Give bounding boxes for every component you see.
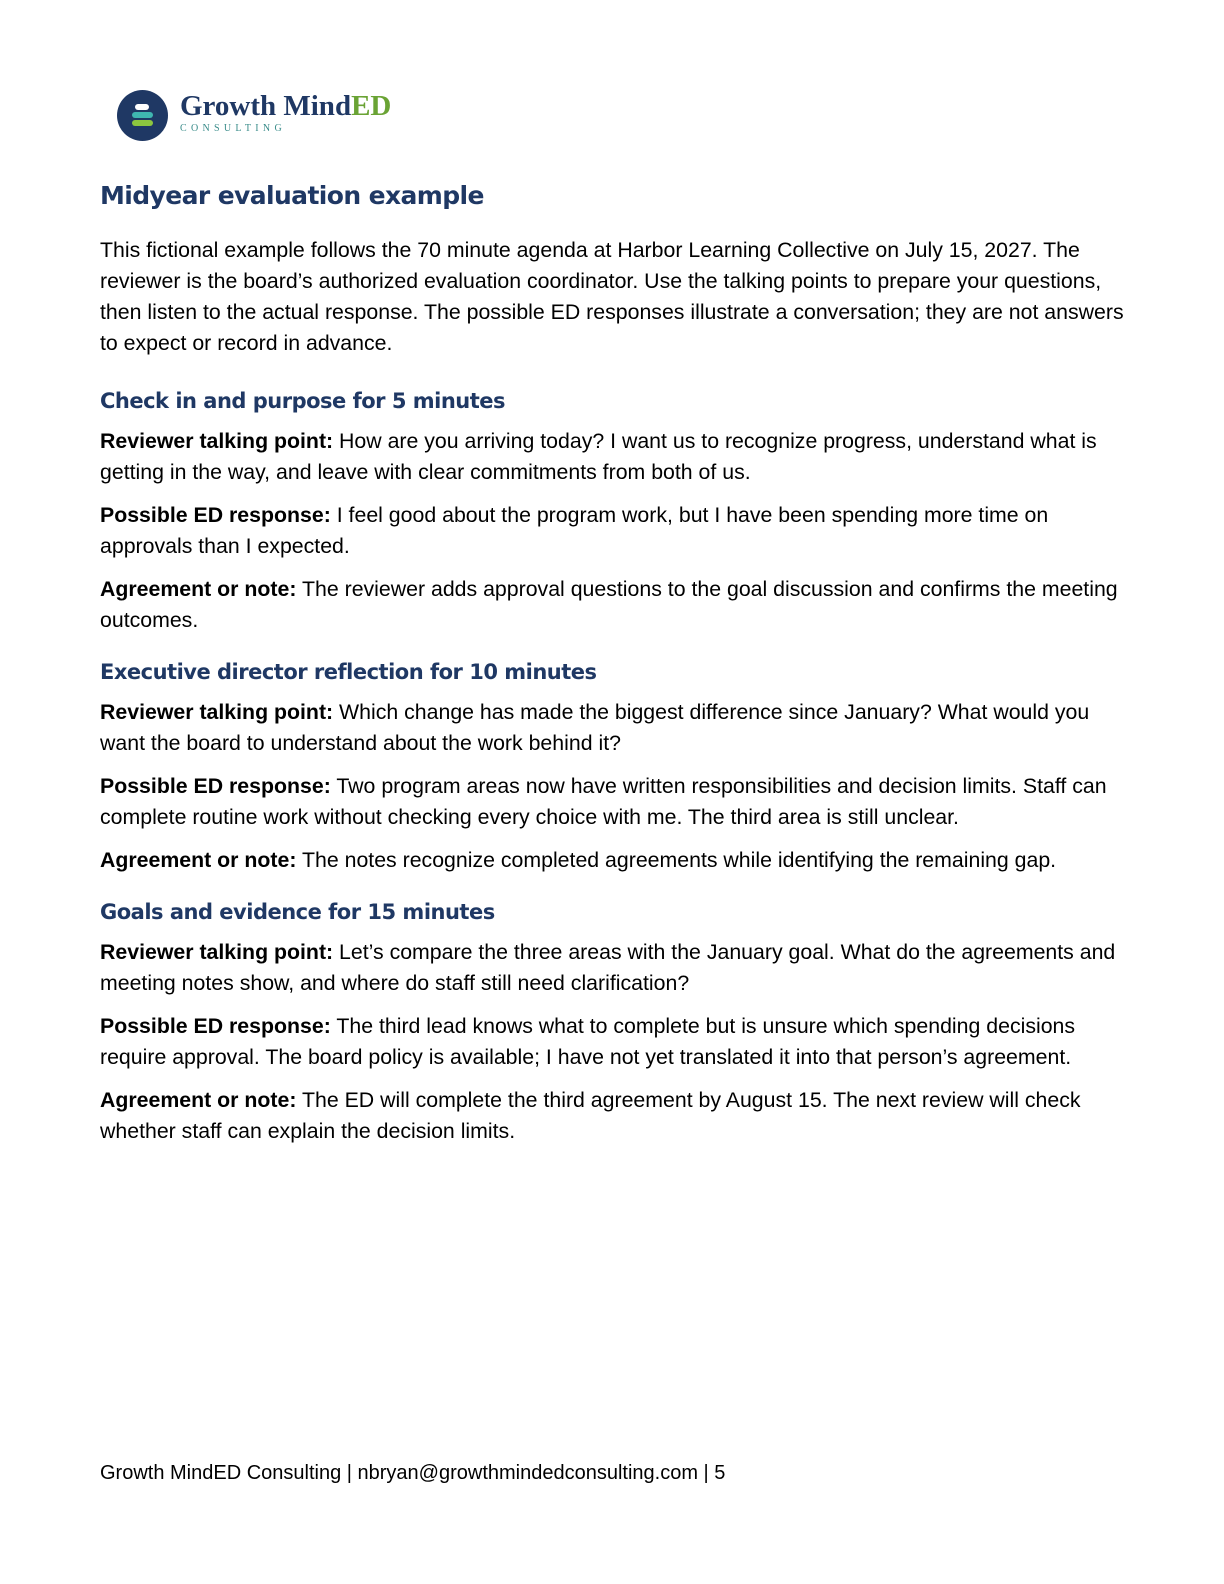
item-text: The notes recognize completed agreements while identifying the remaining gap.: [301, 848, 1057, 872]
item-text: How are you arriving today? I want us to recognize progress, understand what is getting in the way, and leave with clear commitments from both of us.: [100, 429, 1097, 484]
section-heading: Goals and evidence for 15 minutes: [100, 900, 495, 924]
item-label: Agreement or note:: [100, 1088, 297, 1112]
document-body: [100, 176, 1124, 1166]
company-logo: [117, 88, 391, 142]
item-text: Let’s compare the three areas with the January goal. What do the agreements and meeting notes show, and where do staff still need clarification?: [100, 940, 1116, 995]
possible-ed-response: [100, 500, 1124, 562]
item-label: Possible ED response:: [100, 503, 331, 527]
section-check-in: [100, 384, 1124, 636]
logo-mark-icon: [117, 90, 168, 141]
item-text: The ED will complete the third agreement by August 15. The next review will check whether staff can explain the decision limits.: [100, 1088, 1081, 1143]
logo-name-main: Growth Mind: [180, 90, 352, 122]
intro-paragraph: This fictional example follows the 70 minute agenda at Harbor Learning Collective on July 15, 2027. The reviewer is the board’s authorized evaluation coordinator. Use the talking points to prepare your questions, then listen to the actual response. The possible ED responses illustrate a conversation; they are not answers to expect or record in advance.: [100, 238, 1124, 355]
item-label: Reviewer talking point:: [100, 700, 334, 724]
section-heading: Executive director reflection for 10 minutes: [100, 660, 597, 684]
item-text: The third lead knows what to complete but is unsure which spending decisions require approval. The board policy is available; I have not yet translated it into that person’s agreement.: [100, 1014, 1076, 1069]
reviewer-talking-point: [100, 426, 1124, 488]
logo-bar-top: [135, 104, 149, 110]
item-label: Possible ED response:: [100, 774, 331, 798]
item-text: Which change has made the biggest difference since January? What would you want the board to understand about the work behind it?: [100, 700, 1090, 755]
page-footer: Growth MindED Consulting | nbryan@growthmindedconsulting.com | 5: [100, 1462, 726, 1484]
reviewer-talking-point: [100, 937, 1124, 999]
reviewer-talking-point: [100, 697, 1124, 759]
page-title: Midyear evaluation example: [100, 181, 484, 210]
section-goals-evidence: [100, 895, 1124, 1147]
section-ed-reflection: [100, 655, 1124, 876]
item-label: Agreement or note:: [100, 848, 297, 872]
item-text: The reviewer adds approval questions to the goal discussion and confirms the meeting outcomes.: [100, 577, 1118, 632]
item-text: Two program areas now have written responsibilities and decision limits. Staff can complete routine work without checking every choice with me. The third area is still unclear.: [100, 774, 1107, 829]
agreement-note: [100, 1085, 1124, 1147]
logo-text: [180, 91, 391, 135]
logo-tagline: CONSULTING: [180, 123, 286, 134]
item-label: Reviewer talking point:: [100, 940, 334, 964]
possible-ed-response: [100, 771, 1124, 833]
logo-name-accent: ED: [351, 90, 392, 122]
agreement-note: [100, 574, 1124, 636]
logo-bar-middle: [132, 112, 153, 118]
logo-bar-bottom: [132, 120, 153, 126]
possible-ed-response: [100, 1011, 1124, 1073]
item-label: Possible ED response:: [100, 1014, 331, 1038]
item-text: I feel good about the program work, but I have been spending more time on approvals than I expected.: [100, 503, 1049, 558]
logo-name: [180, 91, 391, 121]
item-label: Reviewer talking point:: [100, 429, 334, 453]
item-label: Agreement or note:: [100, 577, 297, 601]
section-heading: Check in and purpose for 5 minutes: [100, 389, 506, 413]
agreement-note: [100, 845, 1124, 876]
